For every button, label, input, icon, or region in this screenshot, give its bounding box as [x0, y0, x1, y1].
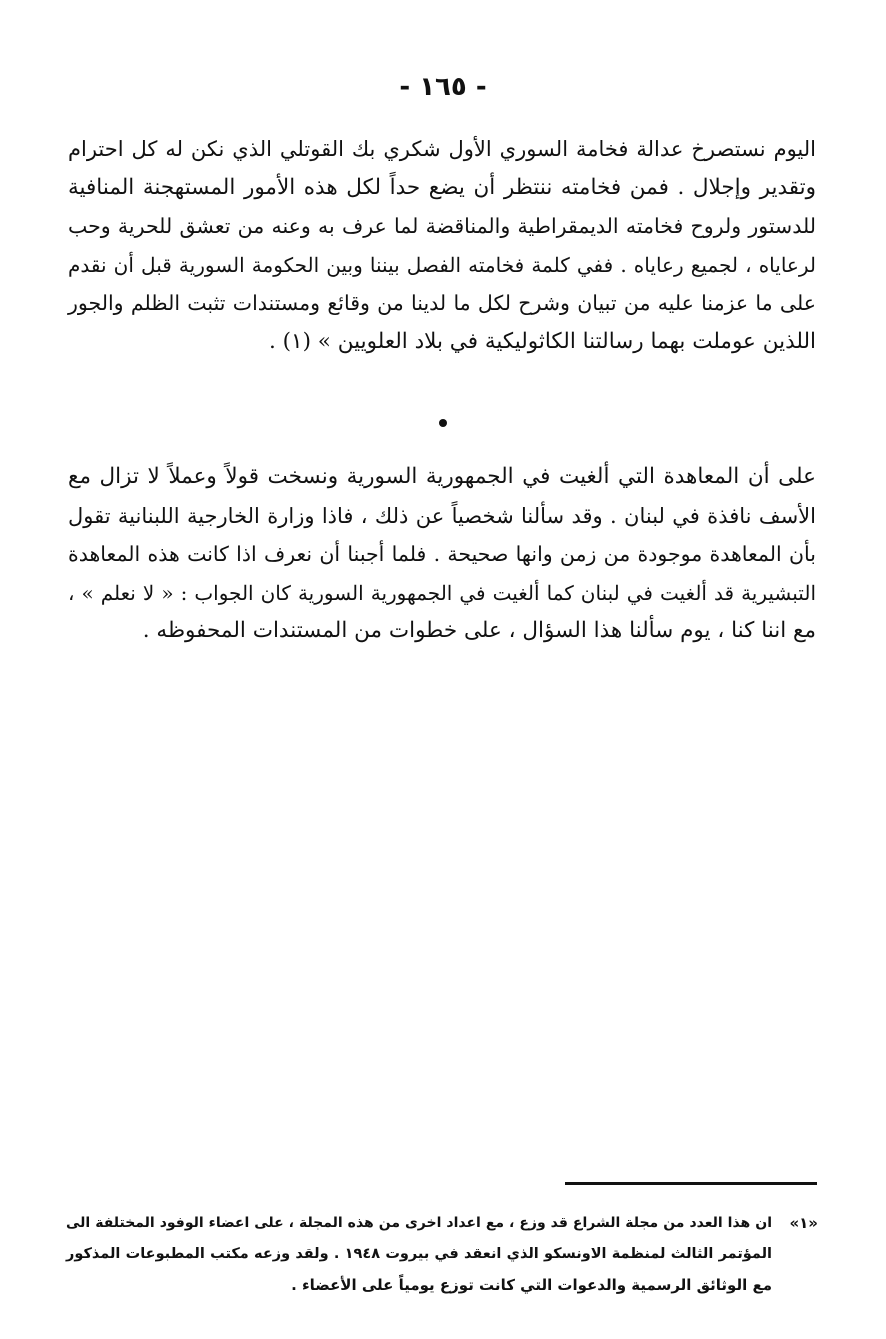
footnote-divider — [565, 1182, 817, 1185]
footnote — [66, 1208, 818, 1301]
paragraph-2 — [68, 458, 816, 651]
paragraph-line: للدستور ولروح فخامته الديمقراطية والمناقضة لما عرف به وعنه من تعشق للحرية وحب — [68, 214, 816, 239]
paragraph-1 — [68, 130, 816, 362]
section-separator-dot — [439, 419, 447, 427]
paragraph-line: مع اننا كنا ، يوم سألنا هذا السؤال ، على خطوات من المستندات المحفوظه . — [142, 618, 816, 644]
footnote-text — [66, 1208, 772, 1301]
footnote-line: ان هذا العدد من مجلة الشراع قد وزع ، مع اعداد اخرى من هذه المجلة ، على اعضاء الوفود المختلفة الى — [66, 1215, 772, 1231]
paragraph-line: اليوم نستصرخ عدالة فخامة السوري الأول شكري بك القوتلي الذي نكن له كل احترام — [68, 137, 816, 161]
paragraph-line: على أن المعاهدة التي ألغيت في الجمهورية السورية ونسخت قولاً وعملاً لا تزال مع — [68, 464, 816, 489]
paragraph-line: الأسف نافذة في لبنان . وقد سألنا شخصياً عن ذلك ، فاذا وزارة الخارجية اللبنانية تقول — [68, 503, 816, 528]
footnote-marker: «١» — [789, 1214, 818, 1232]
paragraph-line: على ما عزمنا عليه من تبيان وشرح لكل ما لدينا من وقائع ومستندات تثبت الظلم والجور — [68, 291, 816, 316]
paragraph-line: التبشيرية قد ألغيت في لبنان كما ألغيت في الجمهورية السورية كان الجواب : « لا نعلم » ، — [68, 580, 816, 605]
paragraph-line: وتقدير وإجلال . فمن فخامته ننتظر أن يضع حداً لكل هذه الأمور المستهجنة المنافية — [68, 174, 816, 200]
paragraph-line: لرعاياه ، لجميع رعاياه . ففي كلمة فخامته الفصل بيننا وبين الحكومة السورية قبل أن نقدم — [68, 252, 816, 277]
footnote-line: المؤتمر الثالث لمنظمة الاونسكو الذي انعقد في بيروت ١٩٤٨ . ولقد وزعه مكتب المطبوعات المذكور — [66, 1246, 772, 1262]
paragraph-line: اللذين عوملت بهما رسالتنا الكاثوليكية في بلاد العلويين » (١) . — [268, 328, 816, 354]
page-number: - ١٦٥ - — [399, 72, 487, 102]
footnote-line: مع الوثائق الرسمية والدعوات التي كانت توزع يومياً على الأعضاء . — [291, 1276, 772, 1294]
paragraph-line: بأن المعاهدة موجودة من زمن وانها صحيحة . فلما أجبنا أن نعرف اذا كانت هذه المعاهدة — [68, 542, 816, 567]
